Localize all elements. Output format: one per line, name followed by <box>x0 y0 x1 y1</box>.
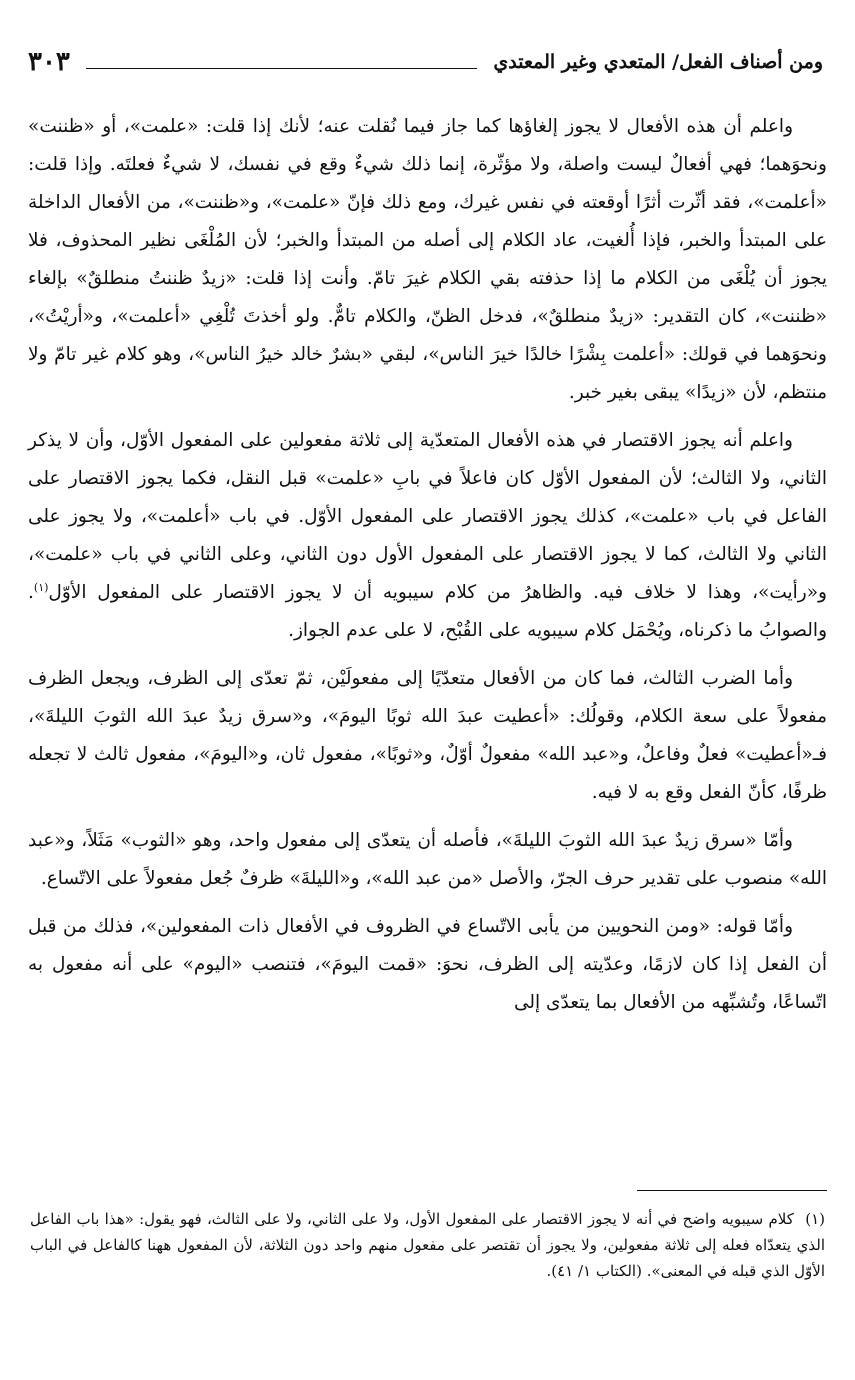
footnote-number: (١) <box>805 1210 825 1228</box>
footnotes <box>30 1206 825 1284</box>
paragraph-2-tail: والصوابُ ما ذكرناه، ويُحْمَل كلام سيبويه على القُبْح، لا على عدم الجواز. <box>288 620 827 641</box>
paragraph-1: واعلم أن هذه الأفعال لا يجوز إلغاؤها كما جاز فيما نُقلت عنه؛ لأنك إذا قلت: «علمت»، أو «ظننت» ونحوَهما؛ فهي أفعالٌ ليست واصلة، ولا مؤثّرة، إنما ذلك شيءٌ وقع في نفسك، لا شيءٌ فعلتَه. وإذا قلت: «أعلمت»، فقد أثّرت أثرًا أوقعته في نفس غيرك، ومع ذلك فإنّ «علمت»، و«ظننت»، من الأفعال الداخلة على المبتدأ والخبر، فإذا أُلغيت، عاد الكلام إلى أصله من المبتدأ والخبر؛ لأن المُلْغَى نظير المحذوف، فلا يجوز أن يُلْغَى من الكلام ما إذا حذفته بقي الكلام غيرَ تامّ. وأنت إذا قلت: «زيدٌ ظننتُ منطلقٌ» بإلغاء «ظننت»، كان التقدير: «زيدٌ منطلقٌ»، فدخل الظنّ، والكلام تامٌّ. ولو أخذتَ تُلْغِي «أعلمت»، و«أريْتُ»، ونحوَهما في قولك: «أعلمت بِشْرًا خالدًا خيرَ الناس»، لبقي «بشرٌ خالد خيرُ الناس»، وهو كلام غير تامّ ولا منتظم، لأن «زيدًا» يبقى بغير خبر. <box>28 116 827 403</box>
paragraph-2: واعلم أنه يجوز الاقتصار في هذه الأفعال المتعدّية إلى ثلاثة مفعولين على المفعول الأوّل، وأن لا يذكر الثاني، ولا الثالث؛ لأن المفعول الأوّل كان فاعلاً في بابِ «علمت» قبل النقل، فكما يجوز الاقتصار على الفاعل في باب «علمت»، كذلك يجوز الاقتصار على المفعول الأوّل. في باب «أعلمت»، ولا يجوز على الثاني ولا الثالث، كما لا يجوز الاقتصار على المفعول الأول دون الثاني، وعلى الثاني في باب «علمت»، و«رأيت»، وهذا لا خلاف فيه. والظاهرُ من كلام سيبويه أن لا يجوز الاقتصار على المفعول الأوّل$^{(١)}$. والصوابُ ما ذكرناه، ويُحْمَل كلام سيبويه على القُبْح، لا على عدم الجواز. <box>28 430 827 641</box>
paragraph-5: وأمّا قوله: «ومن النحويين من يأبى الاتّساع في الظروف في الأفعال ذات المفعولين»، فذلك من قبل أن الفعل إذا كان لازمًا، وعدّيته إلى الظرف، نحوَ: «قمت اليومَ»، فتنصب «اليوم» على أنه مفعول به اتّساعًا، وتُشبِّهه من الأفعال بما يتعدّى إلى <box>28 916 827 1013</box>
page-header <box>28 42 823 82</box>
running-title: ومن أصناف الفعل/ المتعدي وغير المعتدي <box>493 51 823 73</box>
footnote-separator <box>637 1190 827 1191</box>
header-rule <box>86 68 477 69</box>
paragraph-3: وأما الضرب الثالث، فما كان من الأفعال متعدّيًا إلى مفعولَيْن، ثمّ تعدّى إلى الظرف، ويجعل الظرف مفعولاً على سعة الكلام، وقولُك: «أعطيت عبدَ الله ثوبًا اليومَ»، و«سرق زيدٌ عبدَ الله الثوبَ الليلةَ»، فـ«أعطيت» فعلٌ وفاعلٌ، و«عبد الله» مفعولٌ أوّلٌ، و«ثوبًا»، مفعول ثان، و«اليومَ»، مفعول ثالث لا تجعله ظرفًا، كأنّ الفعل وقع به لا فيه. <box>28 668 827 803</box>
paragraph-2-text: واعلم أنه يجوز الاقتصار في هذه الأفعال المتعدّية إلى ثلاثة مفعولين على المفعول الأوّل، وأن لا يذكر الثاني، ولا الثالث؛ لأن المفعول الأوّل كان فاعلاً في بابِ «علمت» قبل النقل، فكما يجوز الاقتصار على الفاعل في باب «علمت»، كذلك يجوز الاقتصار على المفعول الأوّل. في باب «أعلمت»، ولا يجوز على الثاني ولا الثالث، كما لا يجوز الاقتصار على المفعول الأول دون الثاني، وعلى الثاني في باب «علمت»، و«رأيت»، وهذا لا خلاف فيه. والظاهرُ من كلام سيبويه أن لا يجوز الاقتصار على المفعول الأوّل <box>28 430 827 603</box>
paragraph-4: وأمّا «سرق زيدٌ عبدَ الله الثوبَ الليلةَ»، فأصله أن يتعدّى إلى مفعول واحد، وهو «الثوب» مَثَلاً، و«عبد الله» منصوب على تقدير حرف الجرّ، والأصل «من عبد الله»، و«الليلةَ» ظرفٌ جُعل مفعولاً على الاتّساع. <box>28 830 827 889</box>
footnote-text: كلام سيبويه واضح في أنه لا يجوز الاقتصار على المفعول الأول، ولا على الثاني، ولا على الثالث، فهو يقول: «هذا باب الفاعل الذي يتعدّاه فعله إلى ثلاثة مفعولين، ولا يجوز أن تقتصر على مفعول منهم واحد دون الثلاثة، لأن المفعول ههنا كالفاعل في الباب الأوّل الذي قبله في المعنى». (الكتاب ١/ ٤١). <box>30 1210 825 1280</box>
main-text <box>28 108 827 1032</box>
footnote-reference[interactable]: (١) <box>33 580 49 594</box>
page-number: ٣٠٣ <box>28 47 70 77</box>
